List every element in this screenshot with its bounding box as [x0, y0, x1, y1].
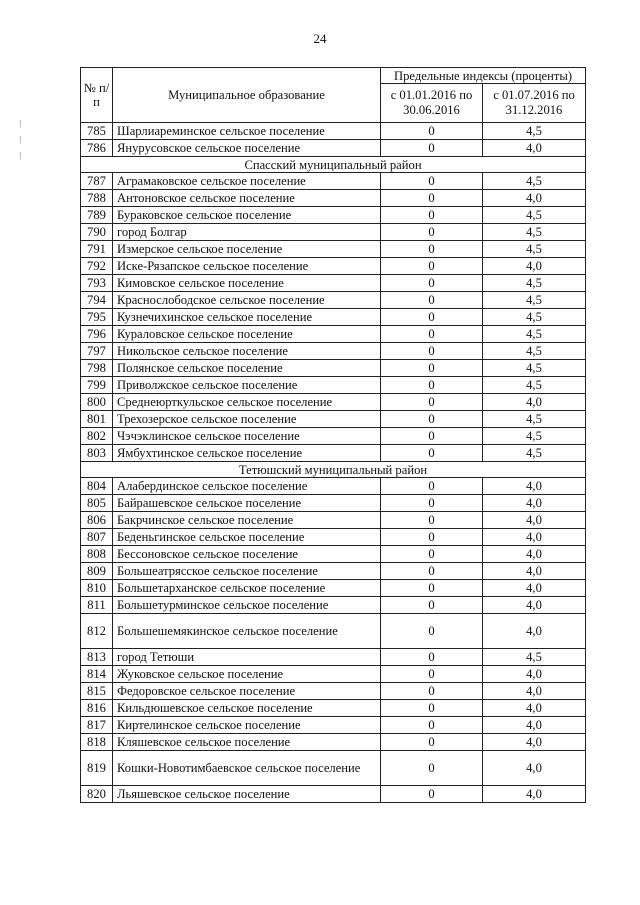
row-index-period-2: 4,5: [483, 123, 586, 140]
row-index-period-2: 4,5: [483, 649, 586, 666]
row-number: 803: [81, 445, 113, 462]
table-row: [81, 343, 586, 360]
row-number: 789: [81, 207, 113, 224]
row-index-period-2: 4,5: [483, 428, 586, 445]
table-row: [81, 292, 586, 309]
row-index-period-2: 4,0: [483, 563, 586, 580]
row-index-period-2: 4,0: [483, 495, 586, 512]
table-row: [81, 495, 586, 512]
row-index-period-2: 4,0: [483, 580, 586, 597]
row-number: 811: [81, 597, 113, 614]
table-row: [81, 597, 586, 614]
row-municipality: город Болгар: [113, 224, 381, 241]
row-number: 792: [81, 258, 113, 275]
row-index-period-1: 0: [381, 445, 483, 462]
row-number: 788: [81, 190, 113, 207]
row-municipality: Кураловское сельское поселение: [113, 326, 381, 343]
row-index-period-2: 4,5: [483, 326, 586, 343]
row-index-period-2: 4,0: [483, 700, 586, 717]
row-number: 805: [81, 495, 113, 512]
row-number: 799: [81, 377, 113, 394]
row-index-period-2: 4,5: [483, 411, 586, 428]
table-row: [81, 734, 586, 751]
row-municipality: Янурусовское сельское поселение: [113, 140, 381, 157]
row-municipality: Кошки-Новотимбаевское сельское поселение: [113, 751, 381, 786]
row-index-period-1: 0: [381, 666, 483, 683]
row-number: 800: [81, 394, 113, 411]
row-index-period-1: 0: [381, 140, 483, 157]
row-number: 806: [81, 512, 113, 529]
row-number: 791: [81, 241, 113, 258]
table-row: [81, 360, 586, 377]
row-index-period-1: 0: [381, 411, 483, 428]
row-municipality: Беденьгинское сельское поселение: [113, 529, 381, 546]
row-index-period-1: 0: [381, 734, 483, 751]
row-municipality: Ямбухтинское сельское поселение: [113, 445, 381, 462]
row-index-period-1: 0: [381, 597, 483, 614]
row-index-period-1: 0: [381, 546, 483, 563]
row-number: 786: [81, 140, 113, 157]
table-row: [81, 190, 586, 207]
table-row: [81, 614, 586, 649]
row-municipality: Аграмаковское сельское поселение: [113, 173, 381, 190]
row-index-period-2: 4,0: [483, 786, 586, 803]
table-row: [81, 309, 586, 326]
row-index-period-2: 4,0: [483, 597, 586, 614]
row-number: 815: [81, 683, 113, 700]
row-index-period-2: 4,5: [483, 292, 586, 309]
table-row: [81, 563, 586, 580]
row-index-period-1: 0: [381, 258, 483, 275]
row-index-period-2: 4,0: [483, 683, 586, 700]
row-index-period-2: 4,0: [483, 751, 586, 786]
row-index-period-1: 0: [381, 224, 483, 241]
row-index-period-1: 0: [381, 360, 483, 377]
row-municipality: Федоровское сельское поселение: [113, 683, 381, 700]
table-row: [81, 123, 586, 140]
row-index-period-2: 4,0: [483, 258, 586, 275]
row-index-period-1: 0: [381, 190, 483, 207]
row-index-period-2: 4,5: [483, 207, 586, 224]
row-index-period-2: 4,0: [483, 614, 586, 649]
margin-marks: [18, 120, 24, 168]
row-municipality: Среднеюрткульское сельское поселение: [113, 394, 381, 411]
row-index-period-1: 0: [381, 786, 483, 803]
row-index-period-1: 0: [381, 428, 483, 445]
row-number: 820: [81, 786, 113, 803]
row-index-period-1: 0: [381, 207, 483, 224]
table-row: [81, 478, 586, 495]
row-number: 798: [81, 360, 113, 377]
table-row: [81, 529, 586, 546]
row-index-period-1: 0: [381, 478, 483, 495]
row-municipality: Бессоновское сельское поселение: [113, 546, 381, 563]
row-municipality: Трехозерское сельское поселение: [113, 411, 381, 428]
row-municipality: Измерское сельское поселение: [113, 241, 381, 258]
row-index-period-2: 4,5: [483, 377, 586, 394]
row-index-period-1: 0: [381, 377, 483, 394]
row-municipality: Киртелинское сельское поселение: [113, 717, 381, 734]
row-index-period-1: 0: [381, 751, 483, 786]
row-number: 793: [81, 275, 113, 292]
row-index-period-1: 0: [381, 683, 483, 700]
row-index-period-2: 4,0: [483, 717, 586, 734]
row-number: 812: [81, 614, 113, 649]
row-index-period-1: 0: [381, 123, 483, 140]
row-index-period-1: 0: [381, 275, 483, 292]
table-row: [81, 546, 586, 563]
row-index-period-2: 4,0: [483, 529, 586, 546]
row-municipality: Кимовское сельское поселение: [113, 275, 381, 292]
table-row: [81, 411, 586, 428]
table-row: [81, 666, 586, 683]
row-number: 801: [81, 411, 113, 428]
section-row: [81, 157, 586, 173]
row-index-period-1: 0: [381, 529, 483, 546]
row-index-period-2: 4,5: [483, 224, 586, 241]
row-number: 814: [81, 666, 113, 683]
row-index-period-2: 4,0: [483, 478, 586, 495]
row-index-period-1: 0: [381, 649, 483, 666]
row-index-period-1: 0: [381, 309, 483, 326]
row-number: 809: [81, 563, 113, 580]
row-municipality: Большеатрясское сельское поселение: [113, 563, 381, 580]
table-row: [81, 786, 586, 803]
row-index-period-1: 0: [381, 563, 483, 580]
row-index-period-1: 0: [381, 241, 483, 258]
row-index-period-1: 0: [381, 512, 483, 529]
table-row: [81, 326, 586, 343]
row-index-period-2: 4,5: [483, 173, 586, 190]
table-body: [81, 123, 586, 803]
header-period-1: с 01.01.2016 по 30.06.2016: [381, 84, 483, 123]
row-municipality: Иске-Рязапское сельское поселение: [113, 258, 381, 275]
row-number: 808: [81, 546, 113, 563]
row-index-period-1: 0: [381, 292, 483, 309]
header-period-2: с 01.07.2016 по 31.12.2016: [483, 84, 586, 123]
table-row: [81, 275, 586, 292]
row-municipality: Шарлиареминское сельское поселение: [113, 123, 381, 140]
row-index-period-2: 4,0: [483, 512, 586, 529]
row-number: 785: [81, 123, 113, 140]
row-index-period-2: 4,5: [483, 275, 586, 292]
row-municipality: Полянское сельское поселение: [113, 360, 381, 377]
row-index-period-2: 4,0: [483, 140, 586, 157]
table-row: [81, 258, 586, 275]
row-index-period-2: 4,5: [483, 309, 586, 326]
row-index-period-1: 0: [381, 343, 483, 360]
row-number: 817: [81, 717, 113, 734]
row-index-period-2: 4,0: [483, 394, 586, 411]
row-municipality: Алабердинское сельское поселение: [113, 478, 381, 495]
row-index-period-2: 4,0: [483, 190, 586, 207]
table-row: [81, 649, 586, 666]
row-municipality: Приволжское сельское поселение: [113, 377, 381, 394]
row-municipality: Никольское сельское поселение: [113, 343, 381, 360]
row-number: 816: [81, 700, 113, 717]
row-municipality: Большетурминское сельское поселение: [113, 597, 381, 614]
table-header-row: [81, 68, 586, 84]
table-row: [81, 445, 586, 462]
table-row: [81, 428, 586, 445]
section-title: Спасский муниципальный район: [81, 157, 586, 173]
table-row: [81, 173, 586, 190]
table-row: [81, 377, 586, 394]
row-index-period-1: 0: [381, 173, 483, 190]
row-municipality: Краснослободское сельское поселение: [113, 292, 381, 309]
row-municipality: Большетарханское сельское поселение: [113, 580, 381, 597]
row-municipality: Чэчэклинское сельское поселение: [113, 428, 381, 445]
row-number: 810: [81, 580, 113, 597]
row-municipality: Большешемякинское сельское поселение: [113, 614, 381, 649]
row-number: 795: [81, 309, 113, 326]
row-number: 796: [81, 326, 113, 343]
row-index-period-1: 0: [381, 495, 483, 512]
row-municipality: Байрашевское сельское поселение: [113, 495, 381, 512]
table-row: [81, 580, 586, 597]
row-municipality: Антоновское сельское поселение: [113, 190, 381, 207]
row-index-period-1: 0: [381, 326, 483, 343]
table-row: [81, 683, 586, 700]
header-index-group: Предельные индексы (проценты): [381, 68, 586, 84]
row-number: 794: [81, 292, 113, 309]
row-index-period-1: 0: [381, 580, 483, 597]
row-number: 797: [81, 343, 113, 360]
row-municipality: город Тетюши: [113, 649, 381, 666]
index-table: [80, 67, 586, 803]
row-index-period-2: 4,5: [483, 343, 586, 360]
row-number: 802: [81, 428, 113, 445]
row-number: 818: [81, 734, 113, 751]
table-row: [81, 394, 586, 411]
row-municipality: Бакрчинское сельское поселение: [113, 512, 381, 529]
header-number: № п/п: [81, 68, 113, 123]
table-row: [81, 717, 586, 734]
row-index-period-1: 0: [381, 700, 483, 717]
row-number: 813: [81, 649, 113, 666]
row-municipality: Жуковское сельское поселение: [113, 666, 381, 683]
row-index-period-2: 4,5: [483, 360, 586, 377]
table-row: [81, 512, 586, 529]
row-municipality: Кляшевское сельское поселение: [113, 734, 381, 751]
row-number: 787: [81, 173, 113, 190]
table-row: [81, 241, 586, 258]
section-row: [81, 462, 586, 478]
row-index-period-2: 4,0: [483, 546, 586, 563]
row-index-period-2: 4,5: [483, 445, 586, 462]
page-number: 24: [313, 31, 327, 46]
section-title: Тетюшский муниципальный район: [81, 462, 586, 478]
table-row: [81, 207, 586, 224]
row-index-period-2: 4,0: [483, 734, 586, 751]
row-index-period-1: 0: [381, 717, 483, 734]
table-row: [81, 751, 586, 786]
row-number: 819: [81, 751, 113, 786]
row-index-period-2: 4,0: [483, 666, 586, 683]
row-municipality: Кильдюшевское сельское поселение: [113, 700, 381, 717]
row-municipality: Бураковское сельское поселение: [113, 207, 381, 224]
header-municipality: Муниципальное образование: [113, 68, 381, 123]
row-index-period-1: 0: [381, 614, 483, 649]
row-municipality: Льяшевское сельское поселение: [113, 786, 381, 803]
table-row: [81, 224, 586, 241]
row-index-period-1: 0: [381, 394, 483, 411]
row-number: 790: [81, 224, 113, 241]
table-row: [81, 140, 586, 157]
table-row: [81, 700, 586, 717]
row-municipality: Кузнечихинское сельское поселение: [113, 309, 381, 326]
row-number: 804: [81, 478, 113, 495]
row-number: 807: [81, 529, 113, 546]
row-index-period-2: 4,5: [483, 241, 586, 258]
